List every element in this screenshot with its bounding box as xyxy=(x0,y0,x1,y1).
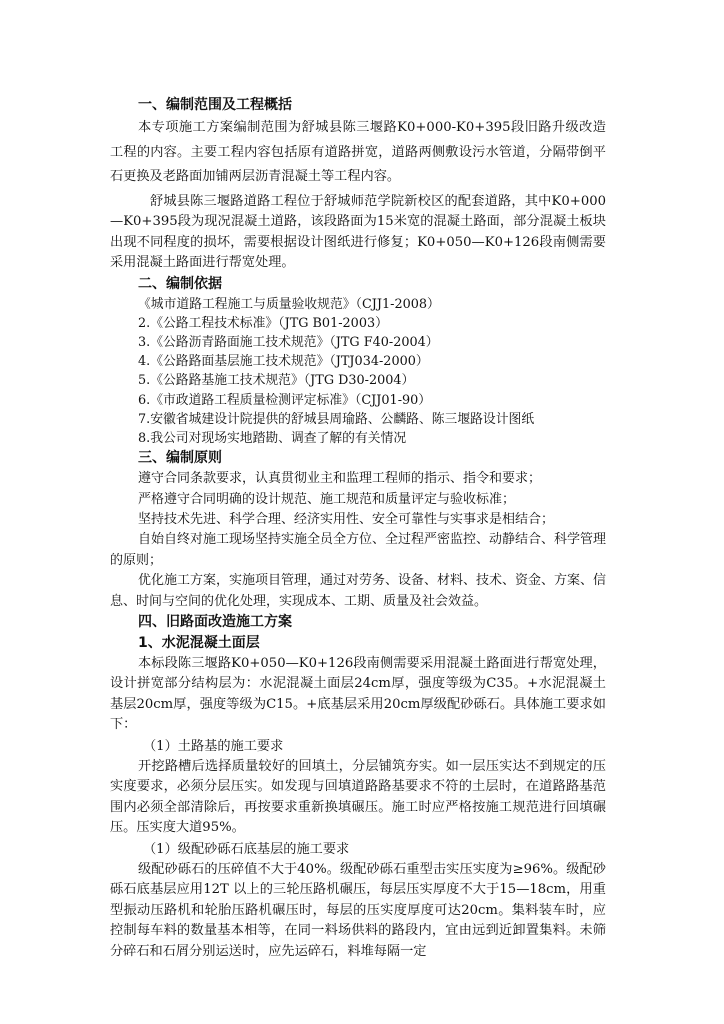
subsection-heading-cement-surface: 1、水泥混凝土面层 xyxy=(138,634,260,651)
document-body xyxy=(110,95,606,962)
section-heading-basis: 二、编制依据 xyxy=(138,275,222,292)
basis-item: 2.《公路工程技术标准》（JTG B01-2003） xyxy=(138,315,388,331)
subheading-subgrade: （1）土路基的施工要求 xyxy=(143,738,284,754)
subheading-gravel-base: （1）级配砂砾石底基层的施工要求 xyxy=(143,841,350,857)
paragraph-project-location: 舒城县陈三堰路道路工程位于舒城师范学院新校区的配套道路，其中K0+000—K0+395段为现况混凝土道路，该段路面为15米宽的混凝土路面，部分混凝土板块出现不同程度的损坏，需要根据设计图纸进行修复；K0+050—K0+126段南侧需要采用混凝土路面进行帮宽处理。 xyxy=(110,193,606,270)
principle-item: 遵守合同条款要求，认真贯彻业主和监理工程师的指示、指令和要求； xyxy=(138,471,542,487)
principle-item: 优化施工方案，实施项目管理，通过对劳务、设备、材料、技术、资金、方案、信息、时间与空间的优化处理，实现成本、工期、质量及社会效益。 xyxy=(110,573,607,609)
basis-item: 5.《公路路基施工技术规范》（JTG D30-2004） xyxy=(138,373,415,389)
principle-item: 严格遵守合同明确的设计规范、施工规范和质量评定与验收标准； xyxy=(138,491,516,507)
basis-item: 4.《公路路面基层施工技术规范》（JTJ034-2000） xyxy=(138,354,429,370)
basis-item: 7.安徽省城建设计院提供的舒城县周瑜路、公麟路、陈三堰路设计图纸 xyxy=(138,411,535,427)
section-heading-scope: 一、编制范围及工程概括 xyxy=(138,97,292,113)
section-heading-principles: 三、编制原则 xyxy=(138,450,222,467)
paragraph-scope: 本专项施工方案编制范围为舒城县陈三堰路K0+000-K0+395段旧路升级改造工程的内容。主要工程内容包括原有道路拼宽，道路两侧敷设污水管道，分隔带倒平石更换及老路面加铺两层沥青混凝土等工程内容。 xyxy=(110,120,606,184)
section-heading-old-road: 四、旧路面改造施工方案 xyxy=(138,613,292,630)
principle-item: 坚持技术先进、科学合理、经济实用性、安全可靠性与实事求是相结合； xyxy=(138,511,555,527)
principle-item: 自始自终对施工现场坚持实施全员全方位、全过程严密监控、动静结合、科学管理的原则； xyxy=(110,532,607,568)
basis-item: 3.《公路沥青路面施工技术规范》（JTG F40-2004） xyxy=(138,334,439,350)
basis-item: 《城市道路工程施工与质量验收规范》（CJJ1-2008） xyxy=(138,296,440,312)
basis-item: 6.《市政道路工程质量检测评定标准》（CJJ01-90） xyxy=(138,392,432,408)
paragraph-widening: 本标段陈三堰路K0+050—K0+126段南侧需要采用混凝土路面进行帮宽处理，设计拼宽部分结构层为：水泥混凝土面层24cm厚，强度等级为C35。+水泥混凝土基层20cm厚，强度等级为C15。+底基层采用20cm厚级配砂砾石。具体施工要求如下： xyxy=(110,655,606,733)
paragraph-gravel-base: 级配砂砾石的压碎值不大于40%。级配砂砾石重型击实压实度为≥96%。级配砂砾石底基层应用12T 以上的三轮压路机碾压，每层压实厚度不大于15—18cm，用重型振动压路机和轮胎压路机碾压时，每层的压实度厚度可达20cm。集料装车时，应控制每车料的数量基本相等，在同一料场供料的路段内，宜由远到近卸置集料。未筛分碎石和石屑分别运送时，应先运碎石，料堆每隔一定 xyxy=(110,861,606,959)
basis-item: 8.我公司对现场实地踏勘、调查了解的有关情况 xyxy=(138,430,407,446)
paragraph-subgrade: 开挖路槽后选择质量较好的回填土，分层铺筑夯实。如一层压实达不到规定的压实度要求，必须分层压实。如发现与回填道路路基要求不符的土层时，在道路路基范围内必须全部清除后，再按要求重新换填碾压。施工时应严格按施工规范进行回填碾压。压实度大道95%。 xyxy=(110,758,606,836)
